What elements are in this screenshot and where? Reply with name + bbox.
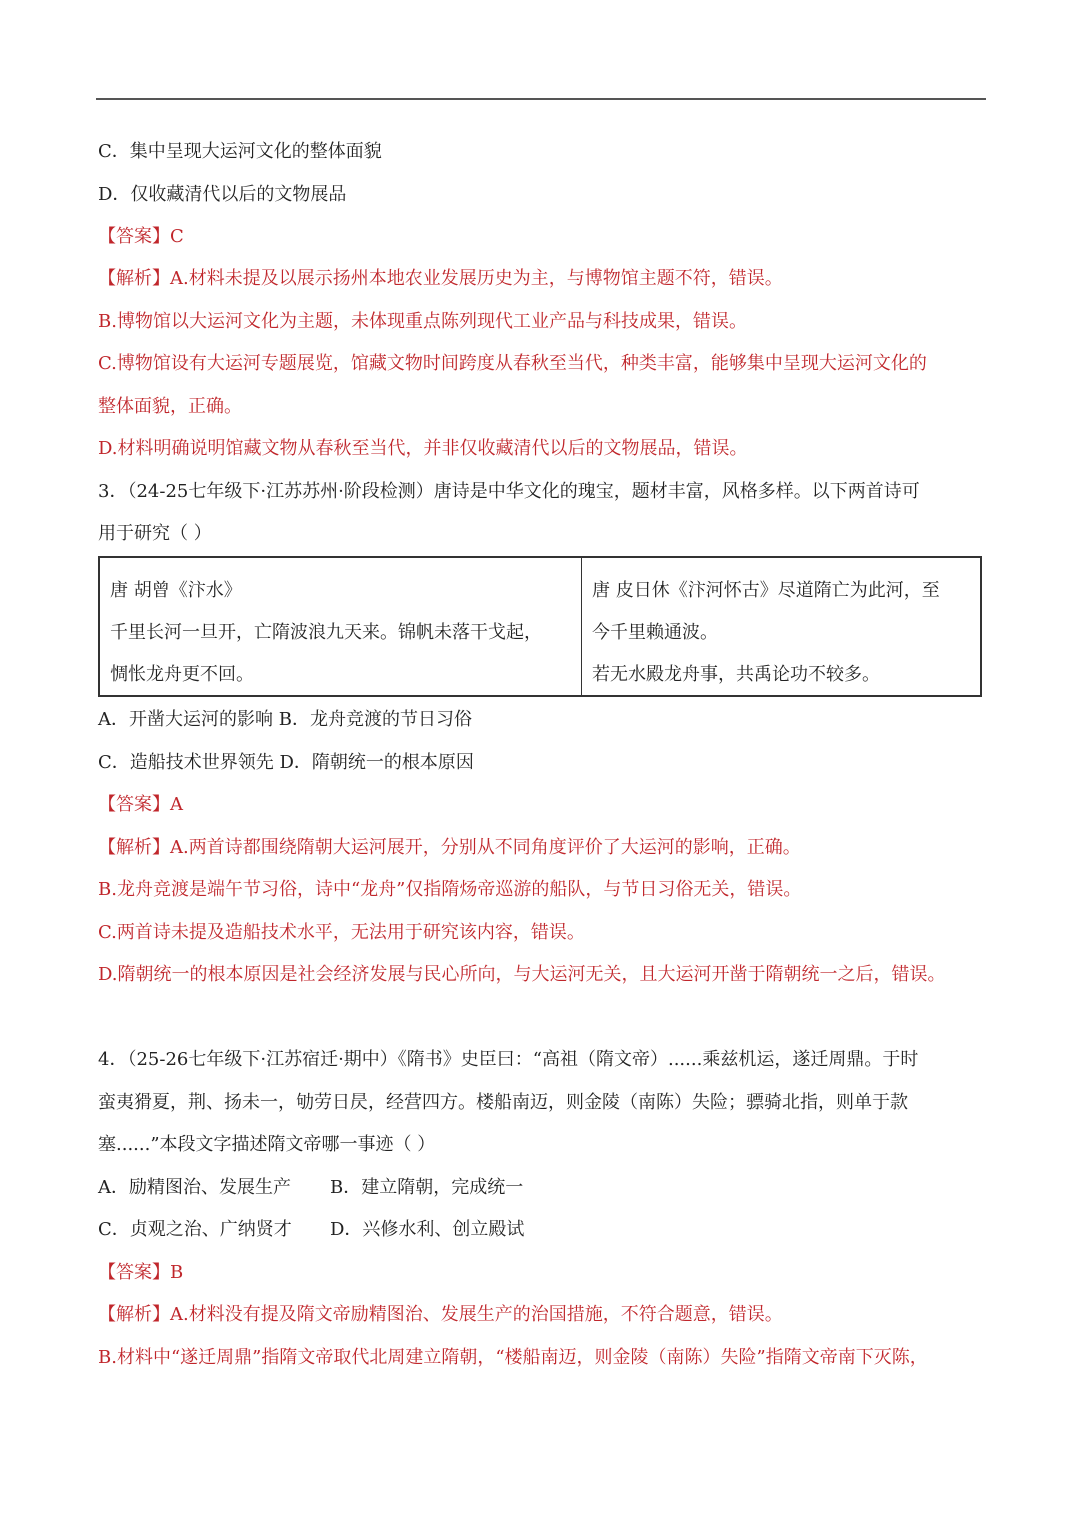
answer-value: C (170, 226, 184, 247)
q2-analysis-b: B.博物馆以大运河文化为主题，未体现重点陈列现代工业产品与科技成果，错误。 (98, 311, 747, 332)
q3-answer (98, 792, 183, 818)
q4-stem-line3: 塞......”本段文字描述隋文帝哪一事迹（ ） (98, 1134, 436, 1155)
poem-left-line1: 千里长河一旦开，亡隋波浪九天来。锦帆未落干戈起， (110, 622, 542, 643)
answer-label: 【答案】 (98, 226, 170, 247)
q3-options-cd: C．造船技术世界领先 D．隋朝统一的根本原因 (98, 752, 474, 773)
q3-analysis-b: B.龙舟竞渡是端午节习俗，诗中“龙舟”仅指隋炀帝巡游的船队，与节日习俗无关，错误。 (98, 879, 802, 900)
q2-answer (98, 224, 184, 250)
analysis-text: A.材料没有提及隋文帝励精图治、发展生产的治国措施，不符合题意，错误。 (170, 1304, 783, 1325)
poem-right-line2: 若无水殿龙舟事，共禹论功不较多。 (592, 664, 880, 685)
analysis-label: 【解析】 (98, 268, 170, 289)
q3-analysis-d: D.隋朝统一的根本原因是社会经济发展与民心所向，与大运河无关，且大运河开凿于隋朝统一之后，错误。 (98, 964, 946, 985)
q3-analysis-a (98, 835, 801, 861)
analysis-text: A.材料未提及以展示扬州本地农业发展历史为主，与博物馆主题不符，错误。 (170, 268, 783, 289)
q3-options-ab: A．开凿大运河的影响 B．龙舟竞渡的节日习俗 (98, 709, 472, 730)
q4-option-d: D．兴修水利、创立殿试 (330, 1219, 525, 1240)
analysis-label: 【解析】 (98, 1304, 170, 1325)
q4-analysis-a (98, 1302, 783, 1328)
answer-value: B (170, 1262, 184, 1283)
q2-analysis-a (98, 266, 783, 292)
q3-stem-line1: 3．（24-25七年级下·江苏苏州·阶段检测）唐诗是中华文化的瑰宝，题材丰富，风格多样。以下两首诗可 (98, 481, 920, 502)
answer-label: 【答案】 (98, 794, 170, 815)
q4-option-a: A．励精图治、发展生产 (98, 1177, 291, 1198)
analysis-text: A.两首诗都围绕隋朝大运河展开，分别从不同角度评价了大运河的影响，正确。 (170, 837, 801, 858)
q4-analysis-b: B.材料中“遂迁周鼎”指隋文帝取代北周建立隋朝，“楼船南迈，则金陵（南陈）失险”指隋文帝南下灭陈， (98, 1347, 928, 1368)
q4-answer (98, 1260, 183, 1286)
q2-analysis-c1: C.博物馆设有大运河专题展览，馆藏文物时间跨度从春秋至当代，种类丰富，能够集中呈现大运河文化的 (98, 353, 927, 374)
poem-left-title: 唐 胡曾《汴水》 (110, 580, 242, 601)
poem-right-cell (582, 558, 980, 695)
poem-left-line2: 惆怅龙舟更不回。 (110, 664, 254, 685)
header-rule (96, 98, 986, 100)
q3-analysis-c: C.两首诗未提及造船技术水平，无法用于研究该内容，错误。 (98, 922, 585, 943)
q2-analysis-d: D.材料明确说明馆藏文物从春秋至当代，并非仅收藏清代以后的文物展品，错误。 (98, 438, 748, 459)
q4-option-b: B．建立隋朝，完成统一 (330, 1177, 524, 1198)
answer-label: 【答案】 (98, 1262, 170, 1283)
q4-option-c: C．贞观之治、广纳贤才 (98, 1219, 292, 1240)
poem-left-cell (100, 558, 582, 695)
q2-analysis-c2: 整体面貌，正确。 (98, 396, 242, 417)
poem-right-line1: 今千里赖通波。 (592, 622, 718, 643)
q4-stem-line1: 4．（25-26七年级下·江苏宿迁·期中）《隋书》史臣曰：“高祖（隋文帝）......乘兹机运，遂迁周鼎。于时 (98, 1049, 919, 1070)
poem-right-title: 唐 皮日休《汴河怀古》尽道隋亡为此河，至 (592, 580, 940, 601)
q3-stem-line2: 用于研究（ ） (98, 523, 212, 544)
q2-option-c: C．集中呈现大运河文化的整体面貌 (98, 141, 382, 162)
poem-table (98, 556, 982, 697)
analysis-label: 【解析】 (98, 837, 170, 858)
q2-option-d: D．仅收藏清代以后的文物展品 (98, 184, 347, 205)
q4-stem-line2: 蛮夷猾夏，荆、扬未一，劬劳日昃，经营四方。楼船南迈，则金陵（南陈）失险；骠骑北指，则单于款 (98, 1092, 908, 1113)
answer-value: A (170, 794, 183, 815)
